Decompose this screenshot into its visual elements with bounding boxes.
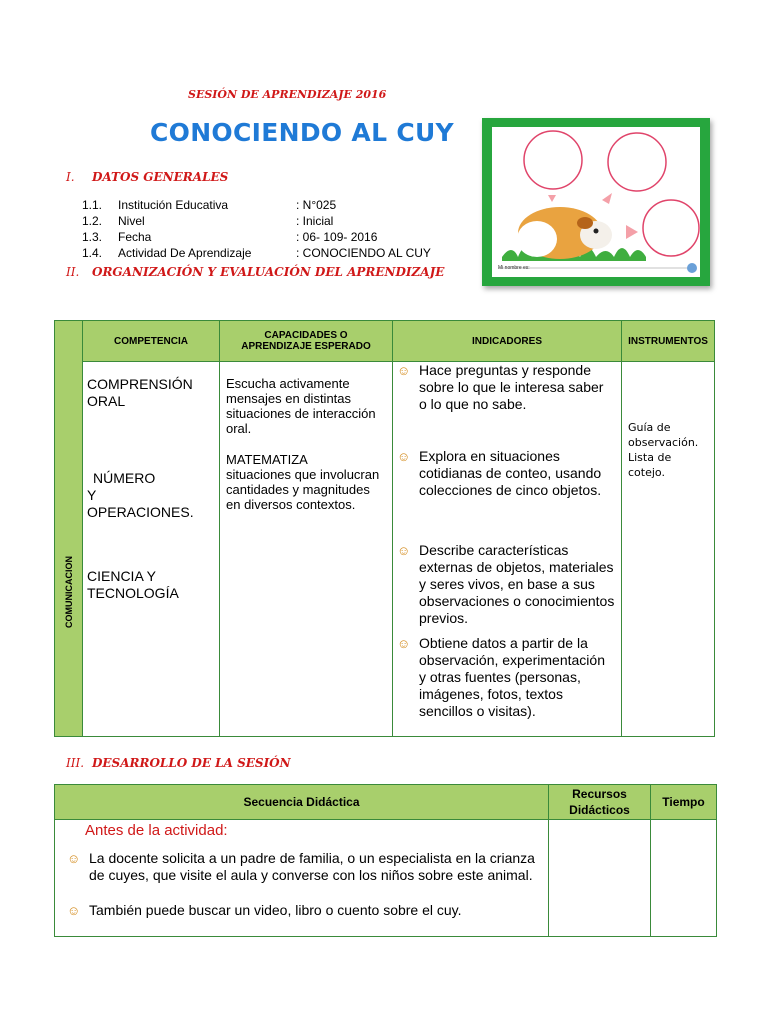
section-3-number: III. [66, 756, 85, 770]
header-indicadores: INDICADORES [393, 321, 622, 362]
side-label: COMUNICACION [63, 555, 74, 628]
guinea-pig-ear [577, 217, 593, 229]
header-competencia: COMPETENCIA [83, 321, 220, 362]
info-number: 1.1. [82, 198, 103, 212]
table-row [55, 820, 717, 937]
guinea-pig-illustration [492, 127, 700, 277]
table-row [55, 362, 715, 737]
competence-table [54, 320, 715, 737]
info-value: : Inicial [296, 214, 334, 228]
header-secuencia: Secuencia Didáctica [55, 785, 549, 820]
header-capacidades: CAPACIDADES O APRENDIZAJE ESPERADO [220, 321, 393, 362]
competency-comprension-oral: COMPRENSIÓN ORAL [87, 376, 193, 409]
guinea-pig-worksheet-image [482, 118, 710, 286]
worksheet-sheet [492, 127, 700, 277]
indicator-item [397, 362, 615, 413]
header-recursos: Recursos Didácticos [549, 785, 651, 820]
instruments-cell [622, 362, 715, 737]
info-number: 1.4. [82, 246, 103, 260]
info-value: : N°025 [296, 198, 337, 212]
sun-bullet-icon: ☺ [397, 636, 411, 651]
empty-circle-3 [643, 200, 699, 256]
info-value: : 06- 109- 2016 [296, 230, 378, 244]
instruments-text: Guía de observación. Lista de cotejo. [628, 421, 699, 479]
list-item-text: También puede buscar un video, libro o cuento sobre el cuy. [89, 902, 462, 918]
image-caption: Mi nombre es: [498, 265, 530, 271]
competency-ciencia-tecnologia: CIENCIA Y TECNOLOGÍA [87, 568, 179, 601]
section-2-title: ORGANIZACIÓN Y EVALUACIÓN DEL APRENDIZAJE [92, 265, 445, 279]
capacities-cell [220, 362, 393, 737]
side-header-cell [55, 321, 83, 362]
header-tiempo: Tiempo [651, 785, 717, 820]
session-label: SESIÓN DE APRENDIZAJE 2016 [188, 88, 387, 101]
indicator-text: Obtiene datos a partir de la observación, experimentación y otras fuentes (personas, imágenes, fotos, textos sencillos o visitas). [419, 635, 605, 719]
indicator-text: Hace preguntas y responde sobre lo que le interesa saber o lo que no sabe. [419, 362, 604, 412]
arrow-3 [626, 225, 638, 239]
indicator-text: Explora en situaciones cotidianas de conteo, usando colecciones de cinco objetos. [419, 448, 602, 498]
arrow-2 [602, 193, 612, 204]
indicator-item [397, 635, 615, 720]
resources-cell [549, 820, 651, 937]
sun-bullet-icon: ☺ [397, 449, 411, 464]
sun-bullet-icon: ☺ [67, 903, 81, 918]
header-instrumentos: INSTRUMENTOS [622, 321, 715, 362]
indicators-cell [393, 362, 622, 737]
indicator-text: Describe características externas de objetos, materiales y seres vivos, en base a sus observaciones o conocimientos previos. [419, 542, 615, 626]
guinea-pig-eye [594, 229, 599, 234]
info-row [82, 230, 377, 246]
info-row [82, 198, 336, 214]
table-header-row [55, 785, 717, 820]
info-number: 1.2. [82, 214, 103, 228]
page-title: CONOCIENDO AL CUY [150, 118, 454, 147]
side-label-cell [55, 362, 83, 737]
sun-bullet-icon: ☺ [67, 851, 81, 866]
capacity-matematiza-title: MATEMATIZA [226, 452, 308, 467]
arrow-1 [548, 195, 556, 202]
sun-bullet-icon: ☺ [397, 363, 411, 378]
info-label: Actividad De Aprendizaje [118, 246, 252, 260]
list-item-text: La docente solicita a un padre de familia, o un especialista en la crianza de cuyes, que visite el aula y converse con los niños sobre este animal. [89, 850, 535, 883]
competency-numero-operaciones: NÚMERO Y OPERACIONES. [87, 470, 194, 520]
list-item [67, 902, 537, 919]
sun-bullet-icon: ☺ [397, 543, 411, 558]
section-1-number: I. [66, 170, 75, 184]
list-item [67, 850, 537, 884]
time-cell [651, 820, 717, 937]
info-value: : CONOCIENDO AL CUY [296, 246, 431, 260]
section-3-title: DESARROLLO DE LA SESIÓN [92, 756, 291, 770]
indicator-item [397, 542, 615, 627]
guinea-pig-white-patch [517, 221, 557, 257]
session-table [54, 784, 717, 937]
section-1-title: DATOS GENERALES [92, 170, 229, 184]
info-label: Institución Educativa [118, 198, 229, 212]
table-header-row [55, 321, 715, 362]
info-row [82, 246, 431, 262]
capacity-escucha: Escucha activamente mensajes en distintas situaciones de interacción oral. [226, 376, 376, 436]
info-number: 1.3. [82, 230, 103, 244]
logo-badge [687, 263, 697, 273]
info-label: Nivel [118, 214, 145, 228]
empty-circle-2 [608, 133, 666, 191]
sequence-cell [55, 820, 549, 937]
competencies-cell [83, 362, 220, 737]
capacity-matematiza-text: situaciones que involucran cantidades y magnitudes en diversos contextos. [226, 467, 380, 512]
sequence-subtitle: Antes de la actividad: [85, 822, 228, 839]
indicator-item [397, 448, 615, 499]
section-2-number: II. [66, 265, 80, 279]
info-row [82, 214, 333, 230]
info-label: Fecha [118, 230, 152, 244]
empty-circle-1 [524, 131, 582, 189]
